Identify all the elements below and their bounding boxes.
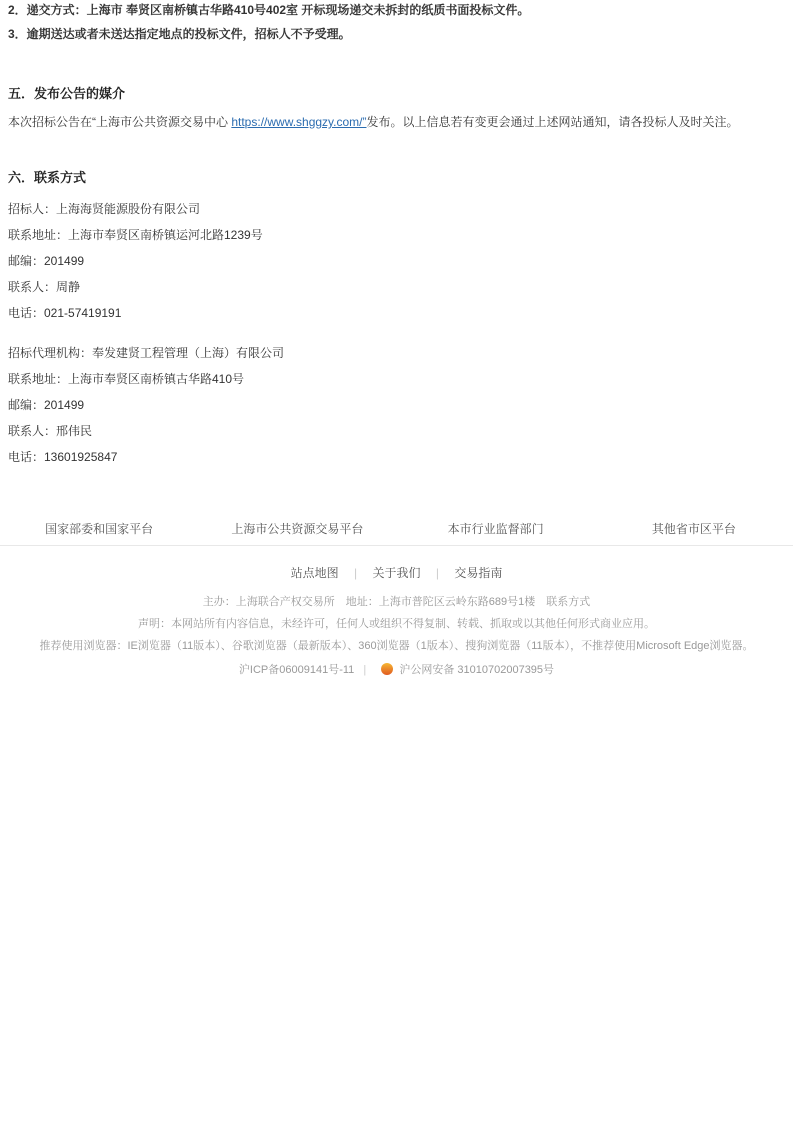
agent-name: 招标代理机构：奉发建贤工程管理（上海）有限公司 — [8, 346, 285, 360]
section-five-text — [8, 112, 785, 132]
tenderer-postcode: 邮编：201499 — [8, 254, 85, 268]
platform-link-supervision[interactable]: 本市行业监督部门 — [447, 522, 544, 536]
footer-host-line: 主办：上海联合产权交易所 地址：上海市普陀区云岭东路689号1楼 联系方式 — [202, 596, 591, 608]
footer-statement-line: 声明：本网站所有内容信息，未经许可，任何人或组织不得复制、转载、抓取或以其他任何形式商业应用。 — [138, 618, 655, 630]
platform-link-national[interactable]: 国家部委和国家平台 — [45, 522, 154, 536]
section-title-six: 六．联系方式 — [8, 170, 87, 185]
icp-divider: | — [363, 664, 367, 676]
tenderer-address: 联系地址：上海市奉贤区南桥镇运河北路1239号 — [8, 228, 263, 242]
section-title-five: 五．发布公告的媒介 — [8, 86, 126, 101]
footer-browser-line: 推荐使用浏览器：IE浏览器（11版本）、谷歌浏览器（最新版本）、360浏览器（1版本）、搜狗浏览器（11版本），不推荐使用Microsoft Edge浏览器。 — [39, 640, 754, 652]
tenderer-contact-person: 联系人：周静 — [8, 280, 81, 294]
agent-contact-person: 联系人：邢伟民 — [8, 424, 93, 438]
agent-phone: 电话：13601925847 — [8, 450, 118, 464]
agent-postcode: 邮编：201499 — [8, 398, 85, 412]
platform-link-other-provinces[interactable]: 其他省市区平台 — [651, 522, 736, 536]
platform-links-row — [0, 510, 793, 546]
footer-link-about-us[interactable]: 关于我们 — [372, 566, 421, 580]
document-content — [0, 0, 793, 470]
footer-icp-row — [0, 657, 793, 681]
clause-item: 2．递交方式：上海市 奉贤区南桥镇古华路410号402室 开标现场递交未拆封的纸质书面投标文件。 — [8, 3, 530, 17]
clause-item: 3．逾期送达或者未送达指定地点的投标文件，招标人不予受理。 — [8, 27, 351, 41]
spacer — [8, 48, 785, 62]
tenderer-name: 招标人：上海海贤能源股份有限公司 — [8, 202, 201, 216]
section-five-text-after: 发布。以上信息若有变更会通过上述网站通知，请各投标人及时关注。 — [366, 115, 739, 129]
police-badge-icon — [381, 663, 393, 675]
footer-link-sitemap[interactable]: 站点地图 — [290, 566, 339, 580]
police-record-link[interactable]: 沪公网安备 31010702007395号 — [399, 664, 555, 676]
tenderer-phone: 电话：021-57419191 — [8, 306, 122, 320]
icp-link[interactable]: 沪ICP备06009141号-11 — [238, 664, 355, 676]
section-five-text-before: 本次招标公告在“上海市公共资源交易中心 — [8, 115, 232, 129]
link-separator: | — [435, 566, 439, 580]
spacer — [8, 326, 785, 340]
agent-address: 联系地址：上海市奉贤区南桥镇古华路410号 — [8, 372, 245, 386]
link-separator: | — [354, 566, 358, 580]
footer-link-trading-guide[interactable]: 交易指南 — [454, 566, 503, 580]
footer-links-row — [0, 546, 793, 591]
spacer — [8, 132, 785, 146]
shggzy-link[interactable]: https://www.shggzy.com/” — [231, 115, 367, 129]
page-footer — [0, 510, 793, 681]
platform-link-shanghai[interactable]: 上海市公共资源交易平台 — [231, 522, 364, 536]
